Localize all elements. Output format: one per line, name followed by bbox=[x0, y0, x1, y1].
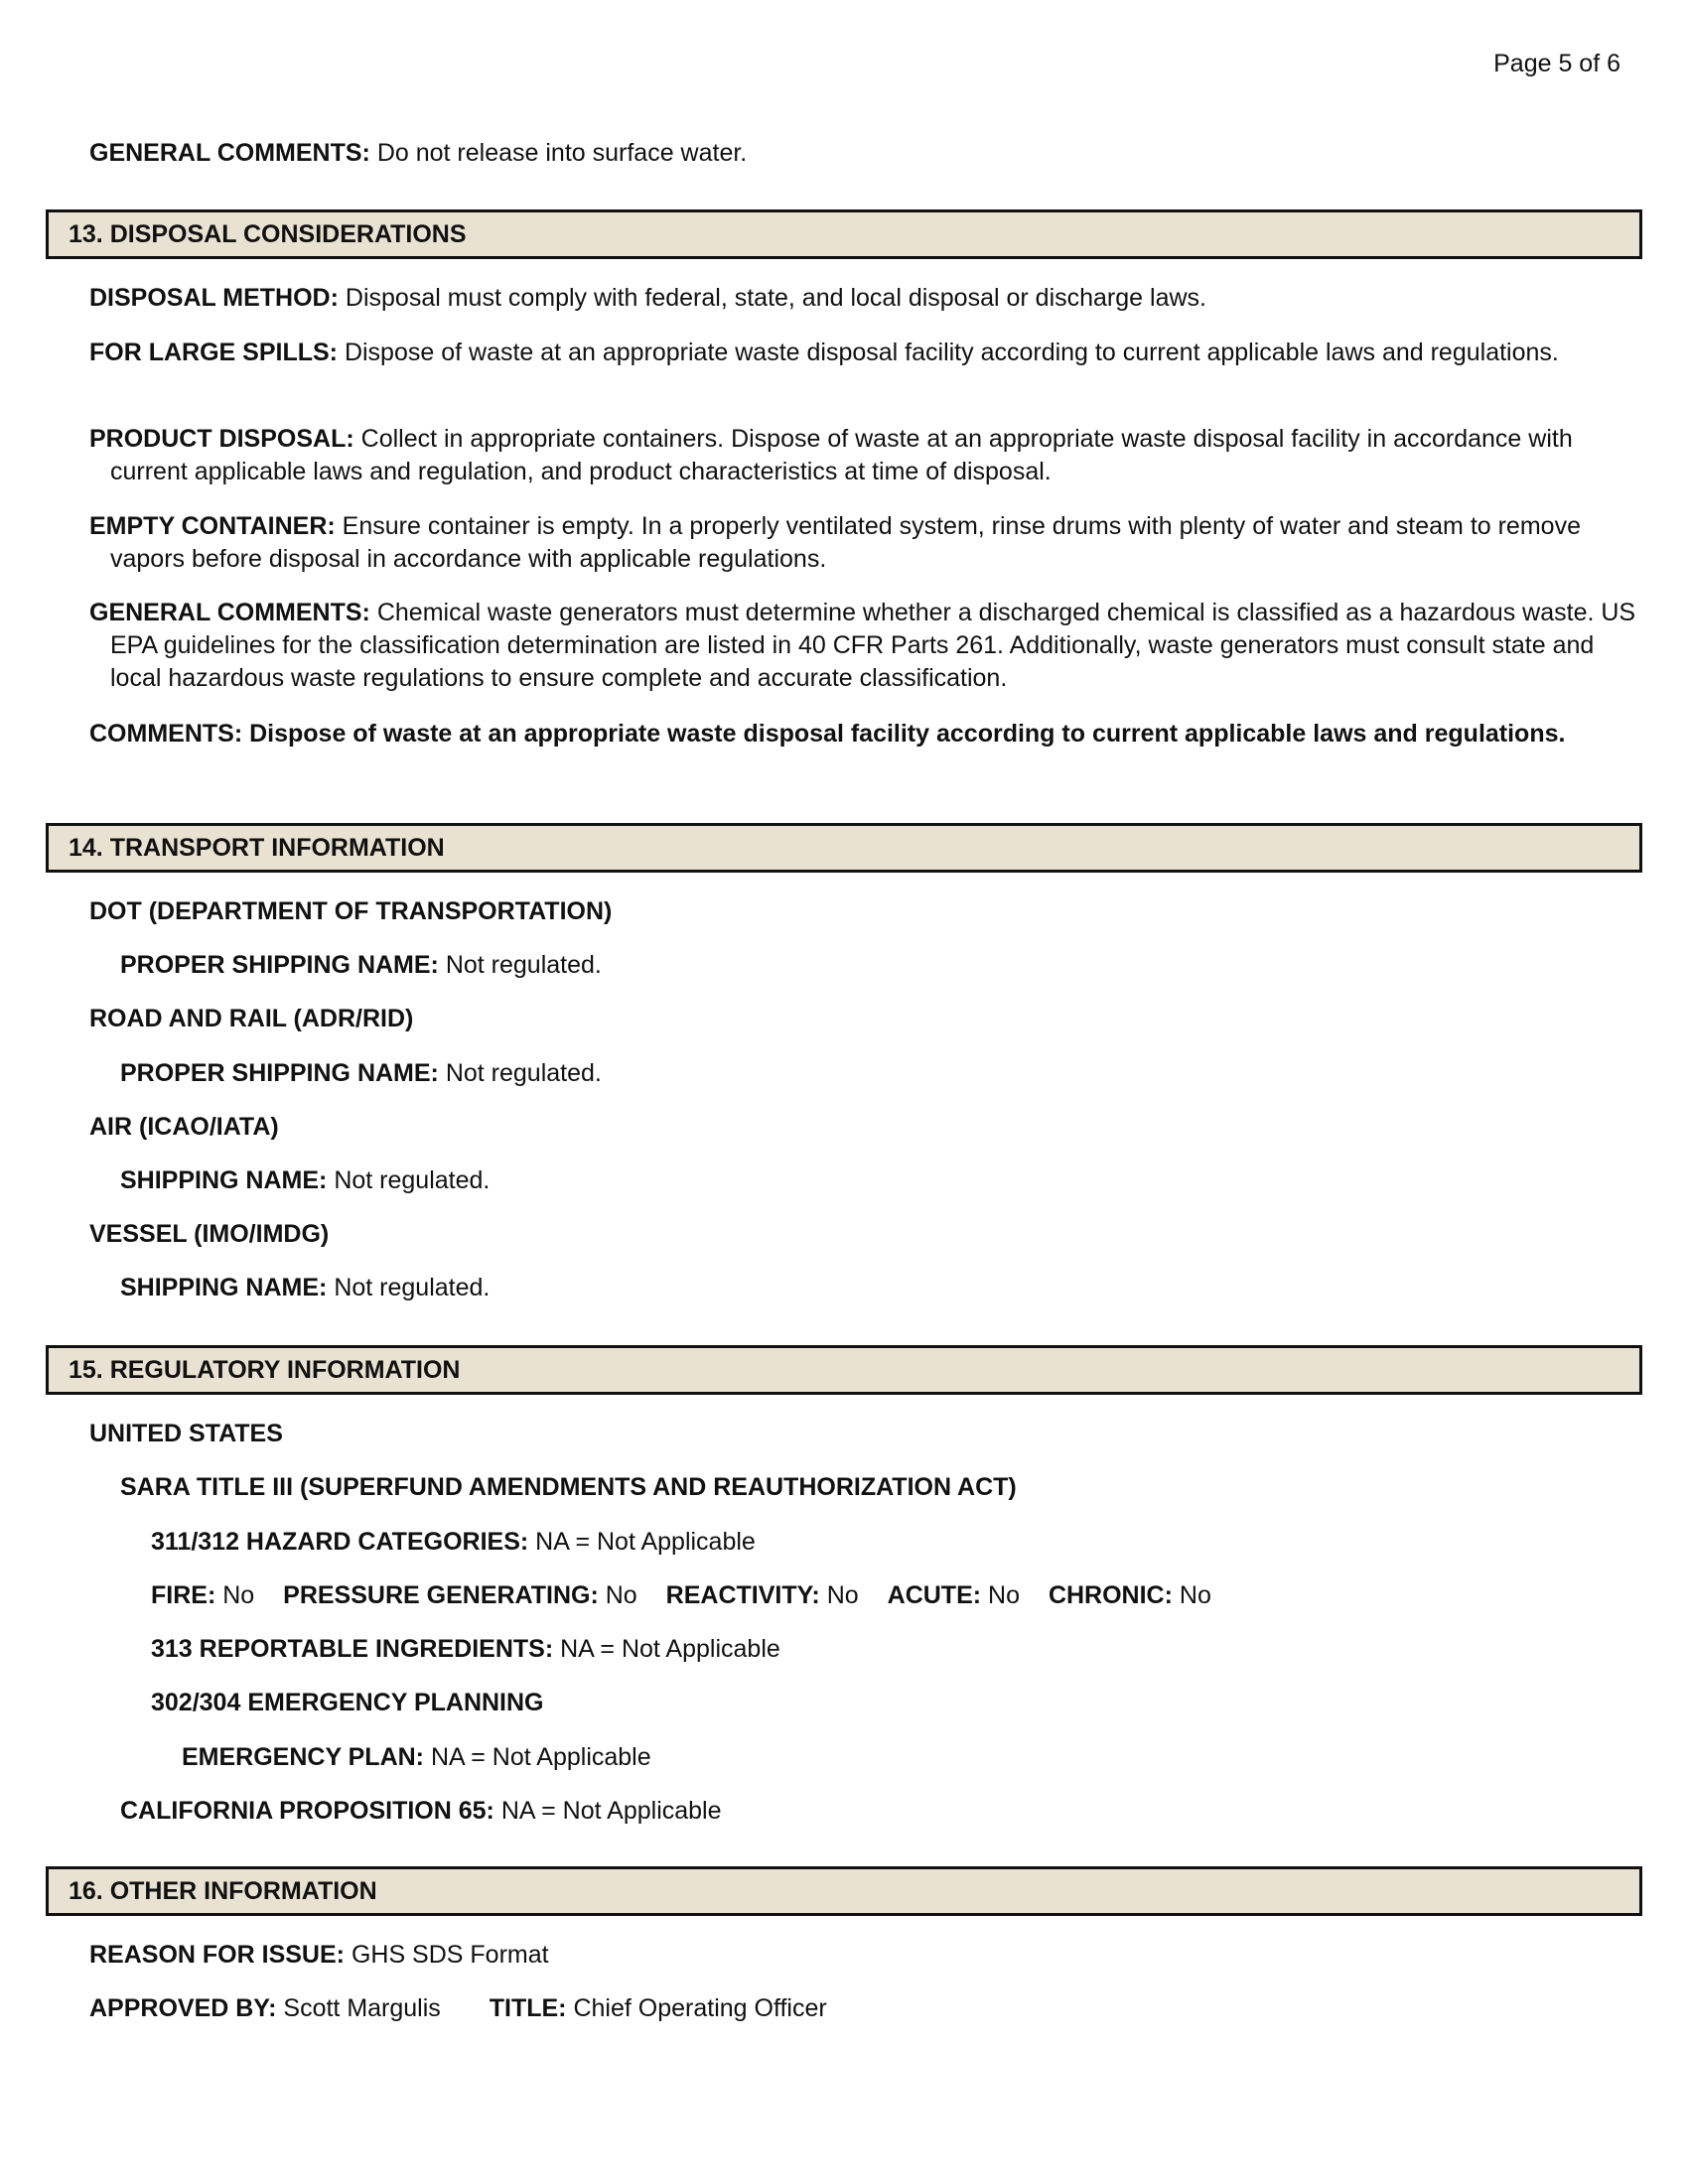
flag-acute: ACUTE: No bbox=[887, 1581, 1020, 1609]
field-value: NA = Not Applicable bbox=[430, 1743, 651, 1771]
page-number: Page 5 of 6 bbox=[1493, 50, 1620, 77]
section-14-title: 14. TRANSPORT INFORMATION bbox=[69, 834, 445, 862]
product-disposal bbox=[89, 423, 1638, 488]
dot-shipping-name bbox=[120, 949, 1669, 982]
field-value: GHS SDS Format bbox=[351, 1941, 549, 1969]
reason-for-issue bbox=[89, 1939, 1638, 1972]
field-label: PRODUCT DISPOSAL: bbox=[89, 425, 354, 453]
field-value: Dispose of waste at an appropriate waste disposal facility according to current applicable laws and regulations. bbox=[344, 339, 1559, 366]
california-prop-65 bbox=[120, 1795, 1669, 1828]
field-value: Collect in appropriate containers. Dispose of waste at an appropriate waste disposal facility in accordance with current applicable laws and regulation, and product characteristics at time of disposal. bbox=[110, 425, 1573, 485]
empty-container bbox=[89, 510, 1638, 576]
section-13-title: 13. DISPOSAL CONSIDERATIONS bbox=[69, 220, 467, 248]
field-value: Dispose of waste at an appropriate waste disposal facility according to current applicable laws and regulations. bbox=[249, 720, 1566, 748]
vessel-shipping-name bbox=[120, 1272, 1669, 1304]
hazard-flags-row bbox=[151, 1579, 1688, 1612]
field-label: DISPOSAL METHOD: bbox=[89, 284, 339, 312]
section-13-header bbox=[46, 209, 1642, 259]
field-label: FOR LARGE SPILLS: bbox=[89, 339, 338, 366]
large-spills bbox=[89, 337, 1638, 369]
flag-reactivity: REACTIVITY: No bbox=[665, 1581, 859, 1609]
air-shipping-name bbox=[120, 1164, 1669, 1197]
general-comments-disposal bbox=[89, 597, 1638, 695]
field-label: GENERAL COMMENTS: bbox=[89, 599, 370, 626]
field-label: PROPER SHIPPING NAME: bbox=[120, 951, 439, 979]
approver-title: TITLE: Chief Operating Officer bbox=[489, 1994, 827, 2022]
field-label: EMPTY CONTAINER: bbox=[89, 512, 336, 540]
field-value: Do not release into surface water. bbox=[376, 139, 748, 167]
field-label: CALIFORNIA PROPOSITION 65: bbox=[120, 1797, 494, 1825]
approved-by: APPROVED BY: Scott Margulis bbox=[89, 1994, 441, 2022]
field-label: COMMENTS: bbox=[89, 720, 243, 748]
field-label: PROPER SHIPPING NAME: bbox=[120, 1059, 439, 1087]
emergency-plan bbox=[182, 1741, 1688, 1774]
field-value: NA = Not Applicable bbox=[535, 1528, 756, 1556]
section-16-header bbox=[46, 1866, 1642, 1916]
field-label: GENERAL COMMENTS: bbox=[89, 139, 370, 167]
emergency-planning-heading: 302/304 EMERGENCY PLANNING bbox=[151, 1689, 544, 1716]
field-label: SHIPPING NAME: bbox=[120, 1166, 328, 1194]
section-16-title: 16. OTHER INFORMATION bbox=[69, 1877, 377, 1905]
air-heading: AIR (ICAO/IATA) bbox=[89, 1113, 279, 1141]
united-states-heading: UNITED STATES bbox=[89, 1420, 283, 1447]
field-label: EMERGENCY PLAN: bbox=[182, 1743, 425, 1771]
section-15-title: 15. REGULATORY INFORMATION bbox=[69, 1356, 461, 1384]
reportable-ingredients bbox=[151, 1633, 1688, 1666]
field-value: Ensure container is empty. In a properly ventilated system, rinse drums with plenty of water and steam to remove vapors before disposal in accordance with applicable regulations. bbox=[110, 512, 1581, 573]
disposal-method bbox=[89, 282, 1638, 315]
vessel-heading: VESSEL (IMO/IMDG) bbox=[89, 1220, 330, 1248]
dot-heading: DOT (DEPARTMENT OF TRANSPORTATION) bbox=[89, 897, 613, 925]
field-value: Chemical waste generators must determine whether a discharged chemical is classified as a hazardous waste. US EPA guidelines for the classification determination are listed in 40 CFR Parts 261. Additionally, waste generators must consult state and local hazardous waste regulations to ensure complete and accurate classification. bbox=[110, 599, 1636, 692]
sara-heading: SARA TITLE III (SUPERFUND AMENDMENTS AND REAUTHORIZATION ACT) bbox=[120, 1473, 1017, 1501]
flag-pressure-generating: PRESSURE GENERATING: No bbox=[283, 1581, 637, 1609]
road-rail-heading: ROAD AND RAIL (ADR/RID) bbox=[89, 1005, 414, 1032]
hazard-categories bbox=[151, 1526, 1688, 1559]
field-label: 313 REPORTABLE INGREDIENTS: bbox=[151, 1635, 554, 1663]
top-general-comments bbox=[89, 137, 1638, 170]
field-value: Not regulated. bbox=[334, 1166, 491, 1194]
field-value: Not regulated. bbox=[445, 951, 602, 979]
field-value: Not regulated. bbox=[334, 1274, 491, 1301]
section-14-header bbox=[46, 823, 1642, 873]
field-value: NA = Not Applicable bbox=[500, 1797, 722, 1825]
field-label: SHIPPING NAME: bbox=[120, 1274, 328, 1301]
section-15-header bbox=[46, 1345, 1642, 1395]
field-value: NA = Not Applicable bbox=[560, 1635, 780, 1663]
field-value: Disposal must comply with federal, state, and local disposal or discharge laws. bbox=[345, 284, 1206, 312]
approval-row bbox=[89, 1992, 1638, 2025]
field-value: Not regulated. bbox=[445, 1059, 602, 1087]
flag-chronic: CHRONIC: No bbox=[1048, 1581, 1211, 1609]
flag-fire: FIRE: No bbox=[151, 1581, 255, 1609]
disposal-comments bbox=[89, 718, 1638, 751]
road-shipping-name bbox=[120, 1057, 1669, 1090]
field-label: REASON FOR ISSUE: bbox=[89, 1941, 345, 1969]
field-label: 311/312 HAZARD CATEGORIES: bbox=[151, 1528, 529, 1556]
